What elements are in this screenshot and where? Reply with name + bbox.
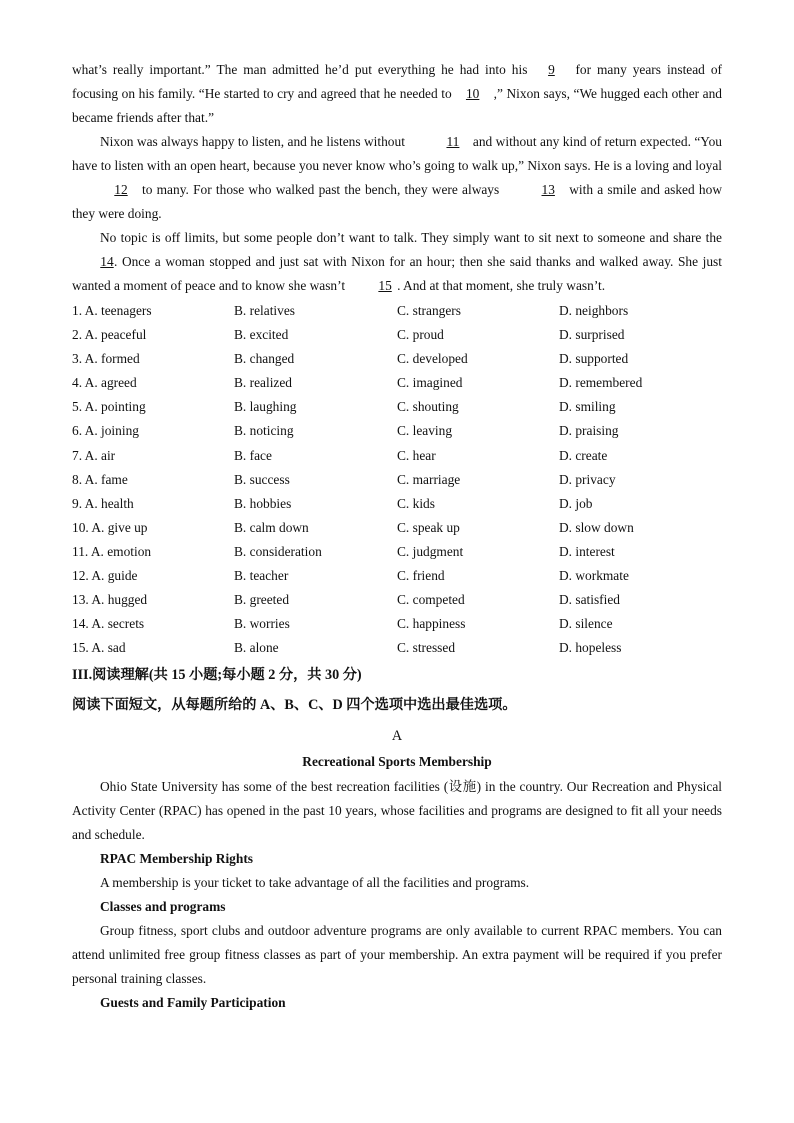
option-c: C. imagined: [397, 375, 463, 391]
option-a: 7. A. air: [72, 447, 116, 463]
option-b: B. excited: [234, 327, 289, 343]
option-d: D. supported: [559, 351, 629, 367]
option-row-9: [72, 492, 722, 516]
option-row-3: [72, 347, 722, 371]
option-row-14: [72, 612, 722, 636]
option-a: 14. A. secrets: [72, 616, 145, 632]
option-d: D. workmate: [559, 568, 629, 584]
passage-paragraph-3: No topic is off limits, but some people don’t want to talk. They simply want to sit next to someone and share the14. Once a woman stopped and just sat with Nixon for an hour; then she said thanks and walked away. She just wanted a moment of peace and to know she wasn’t 15 . And at that moment, she truly wasn’t.: [72, 226, 722, 298]
option-a: 10. A. give up: [72, 519, 148, 535]
passage-paragraph-2: Nixon was always happy to listen, and he listens without 11 and without any kind of return expected. “You have to listen with an open heart, because you never know who’s going to walk up,” Nixon says. He is a loving and loyal12 to many. For those who walked past the bench, they were always 13 with a smile and asked how they were doing.: [72, 130, 722, 226]
option-d: D. neighbors: [559, 303, 629, 318]
option-b: B. noticing: [234, 423, 294, 439]
option-c: C. stressed: [397, 640, 456, 656]
option-a: 12. A. guide: [72, 568, 138, 584]
membership-rights-text: A membership is your ticket to take advantage of all the facilities and programs.: [100, 875, 530, 891]
option-d: D. job: [559, 495, 593, 511]
blank-14: 14: [100, 254, 114, 269]
blank-11: 11: [446, 134, 460, 149]
option-row-4: [72, 371, 722, 395]
option-c: C. shouting: [397, 399, 459, 415]
option-a: 11. A. emotion: [72, 543, 152, 559]
option-row-12: [72, 564, 722, 588]
blank-10: 10: [465, 86, 480, 101]
option-b: B. alone: [234, 640, 279, 656]
option-a: 2. A. peaceful: [72, 327, 147, 343]
article-letter: A: [391, 728, 403, 745]
section-heading: III.阅读理解(共 15 小题;每小题 2 分，共 30 分): [72, 667, 362, 684]
option-a: 1. A. teenagers: [72, 303, 152, 318]
option-c: C. leaving: [397, 423, 453, 439]
option-row-13: [72, 588, 722, 612]
option-a: 15. A. sad: [72, 640, 126, 656]
option-c: C. friend: [397, 568, 445, 584]
option-b: B. face: [234, 447, 272, 463]
classes-text: Group fitness, sport clubs and outdoor adventure programs are only available to current RPAC members. You can attend unlimited free group fitness classes as part of your membership. An extra payment will be required if you prefer personal training classes.: [72, 923, 722, 987]
option-a: 6. A. joining: [72, 423, 139, 439]
option-b: B. success: [234, 471, 290, 487]
section-instruction: 阅读下面短文，从每题所给的 A、B、C、D 四个选项中选出最佳选项。: [72, 697, 517, 714]
option-row-1: [72, 299, 722, 323]
option-c: C. competed: [397, 592, 465, 608]
answer-options-list: [72, 299, 722, 660]
option-d: D. praising: [559, 423, 619, 439]
option-d: D. slow down: [559, 519, 634, 535]
option-b: B. greeted: [234, 592, 290, 608]
option-a: 5. A. pointing: [72, 399, 146, 415]
option-a: 3. A. formed: [72, 351, 140, 367]
option-c: C. kids: [397, 495, 435, 511]
subheading-guests: Guests and Family Participation: [100, 995, 286, 1011]
article-title: Recreational Sports Membership: [302, 754, 492, 770]
option-c: C. hear: [397, 447, 436, 463]
option-a: 4. A. agreed: [72, 375, 137, 391]
option-a: 13. A. hugged: [72, 592, 148, 608]
option-row-5: [72, 395, 722, 419]
option-b: B. consideration: [234, 543, 322, 559]
subheading-classes: Classes and programs: [100, 899, 226, 915]
option-a: 8. A. fame: [72, 471, 128, 487]
option-d: D. interest: [559, 543, 615, 559]
option-d: D. satisfied: [559, 592, 620, 608]
option-row-8: [72, 468, 722, 492]
option-a: 9. A. health: [72, 495, 134, 511]
document-content: [72, 58, 722, 1015]
option-b: B. worries: [234, 616, 290, 632]
option-row-7: [72, 444, 722, 468]
option-d: D. create: [559, 447, 608, 463]
subheading-membership-rights: RPAC Membership Rights: [100, 851, 253, 867]
option-b: B. laughing: [234, 399, 297, 415]
blank-12: 12: [114, 182, 128, 197]
option-c: C. marriage: [397, 471, 461, 487]
option-row-2: [72, 323, 722, 347]
option-row-10: [72, 516, 722, 540]
option-c: C. developed: [397, 351, 468, 367]
option-d: D. silence: [559, 616, 613, 632]
option-b: B. teacher: [234, 568, 289, 584]
blank-13: 13: [541, 182, 555, 197]
blank-9: 9: [548, 62, 555, 77]
option-d: D. privacy: [559, 471, 616, 487]
option-c: C. proud: [397, 327, 444, 343]
option-c: C. speak up: [397, 519, 460, 535]
option-b: B. relatives: [234, 303, 295, 318]
option-c: C. happiness: [397, 616, 466, 632]
option-d: D. remembered: [559, 375, 643, 391]
article-intro: Ohio State University has some of the best recreation facilities (设施) in the country. Our Recreation and Physical Activity Center (RPAC) has opened in the past 10 years, whose facilities and programs are designed to fit all your needs and schedule.: [72, 779, 722, 843]
blank-15: 15: [378, 278, 392, 293]
option-c: C. judgment: [397, 543, 464, 559]
option-b: B. calm down: [234, 519, 309, 535]
option-b: B. realized: [234, 375, 292, 391]
passage-paragraph-1: what’s really important.” The man admitted he’d put everything he had into his 9 for many years instead of focusing on his family. “He started to cry and agreed that he needed to 10 ,” Nixon says, “We hugged each other and became friends after that.”: [72, 58, 722, 130]
option-b: B. changed: [234, 351, 295, 367]
option-d: D. hopeless: [559, 640, 622, 656]
option-row-11: [72, 540, 722, 564]
option-c: C. strangers: [397, 303, 461, 318]
option-row-15: [72, 636, 722, 660]
option-b: B. hobbies: [234, 495, 292, 511]
option-d: D. smiling: [559, 399, 616, 415]
option-row-6: [72, 419, 722, 443]
option-d: D. surprised: [559, 327, 625, 343]
